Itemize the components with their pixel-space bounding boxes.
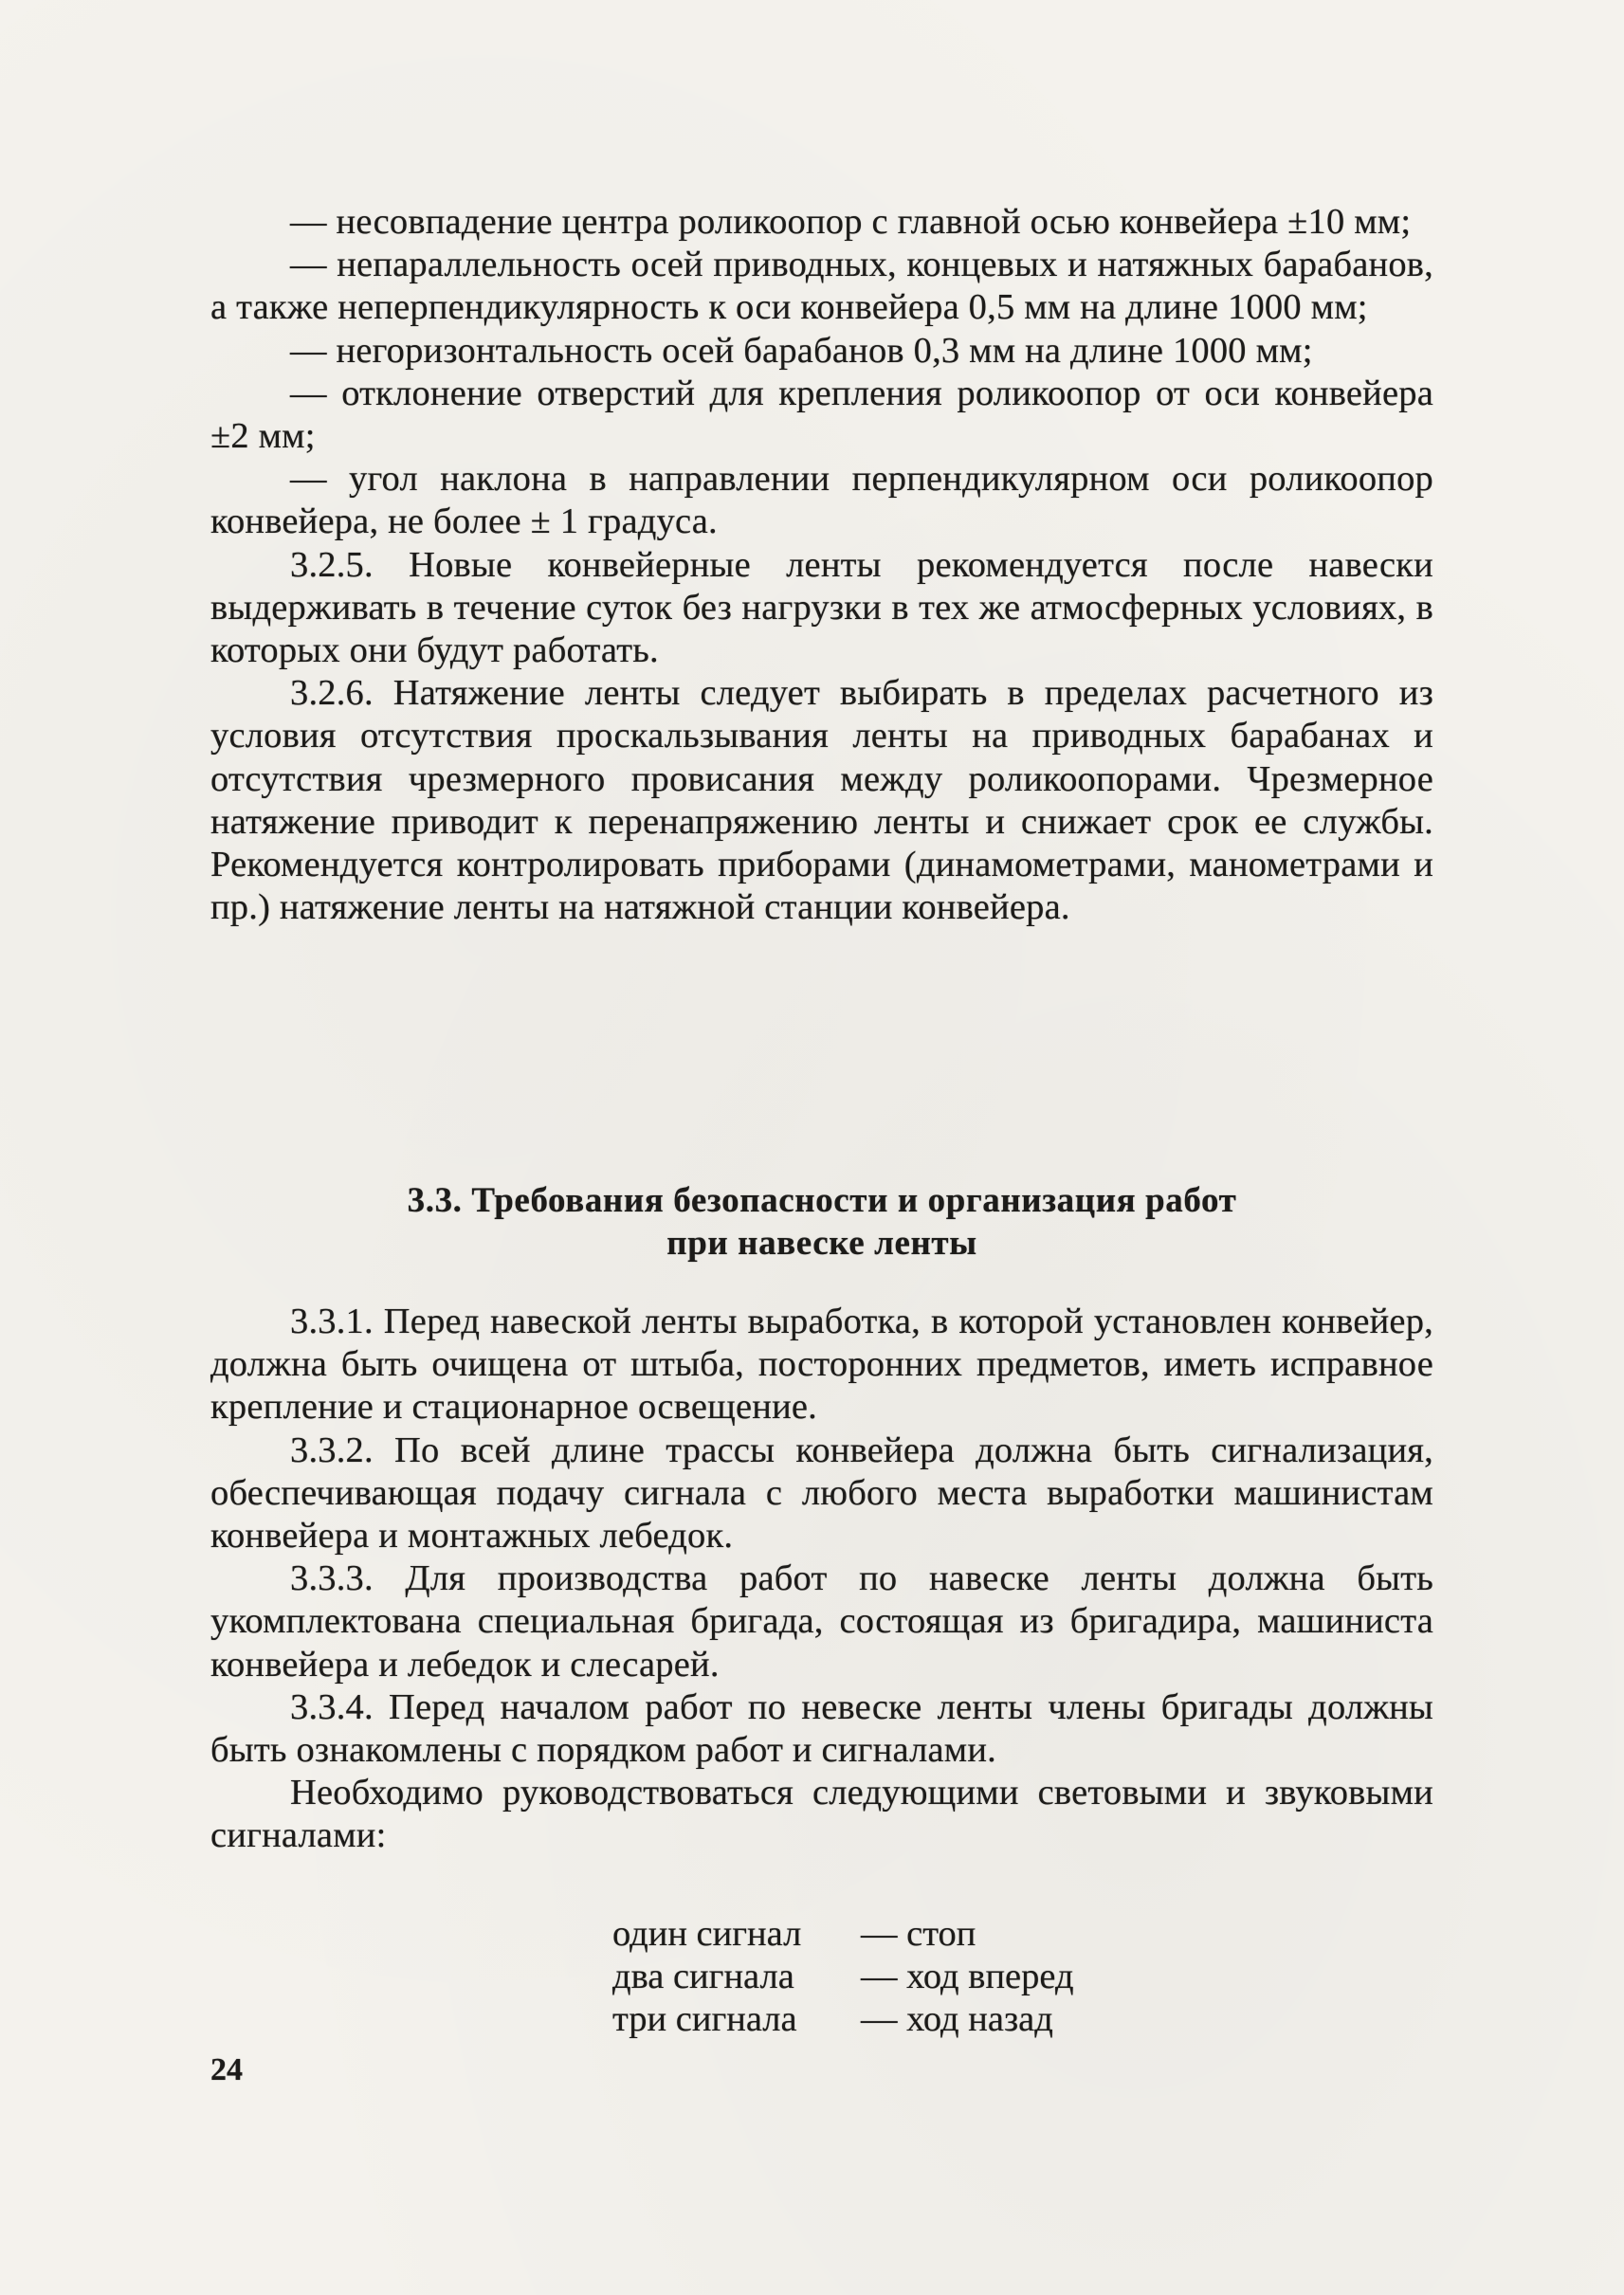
page-number: 24 <box>210 2052 243 2087</box>
section-heading-line-2: при навеске ленты <box>666 1224 977 1263</box>
paragraph-3-3-2: 3.3.2. По всей длине трассы конвейера должна быть сигнализация, обеспечивающая подачу сигнала с любого места выработки машинистам конвейера и монтажных лебедок. <box>210 1430 1433 1557</box>
section-heading-3-3 <box>210 1179 1433 1265</box>
paragraph-center-misalignment: — несовпадение центра роликоопор с главной осью конвейера ±10 мм; <box>290 202 1412 242</box>
bottom-text-block <box>210 1301 1433 1858</box>
signals-list <box>612 1913 1074 2041</box>
paragraph-tilt-angle: — угол наклона в направлении перпендикулярном оси роликоопор конвейера, не более ± 1 градуса. <box>210 459 1433 542</box>
paragraph-3-3-3: 3.3.3. Для производства работ по навеске ленты должна быть укомплектована специальная бригада, состоящая из бригадира, машиниста конвейера и лебедок и слесарей. <box>210 1558 1433 1685</box>
top-text-block <box>210 201 1433 929</box>
signal-count: три сигнала <box>612 1999 797 2039</box>
paragraph-3-3-1: 3.3.1. Перед навеской ленты выработка, в которой установлен конвейер, должна быть очищена от штыба, посторонних предметов, иметь исправное крепление и стационарное освещение. <box>210 1302 1433 1428</box>
signal-row <box>612 1956 1074 1998</box>
paragraph-signals-intro: Необходимо руководствоваться следующими световыми и звуковыми сигналами: <box>210 1773 1433 1856</box>
signal-meaning: — ход вперед <box>861 1957 1074 1996</box>
signal-row <box>612 1913 1074 1956</box>
paragraph-3-2-6: 3.2.6. Натяжение ленты следует выбирать в пределах расчетного из условия отсутствия проскальзывания ленты на приводных барабанах и отсутствия чрезмерного провисания между роликоопорами. Чрезмерное натяжение приводит к перенапряжению ленты и снижает срок ее службы. Рекомендуется контролировать приборами (динамометрами, манометрами и пр.) натяжение ленты на натяжной станции конвейера. <box>210 673 1433 928</box>
signal-count: один сигнал <box>612 1914 802 1954</box>
paragraph-3-2-5: 3.2.5. Новые конвейерные ленты рекомендуется после навески выдерживать в течение суток без нагрузки в тех же атмосферных условиях, в которых они будут работать. <box>210 544 1433 671</box>
paragraph-3-3-4: 3.3.4. Перед началом работ по невеске ленты члены бригады должны быть ознакомлены с порядком работ и сигналами. <box>210 1686 1433 1771</box>
paragraph-drum-parallelism: — непараллельность осей приводных, концевых и натяжных барабанов, а также неперпендикулярность к оси конвейера 0,5 мм на длине 1000 мм; <box>210 245 1433 328</box>
signal-count: два сигнала <box>612 1957 794 1996</box>
signal-row <box>612 1998 1074 2041</box>
section-heading-line-1: 3.3. Требования безопасности и организация работ <box>407 1181 1237 1220</box>
paragraph-drum-horizontality: — негоризонтальность осей барабанов 0,3 мм на длине 1000 мм; <box>290 330 1313 371</box>
paragraph-hole-deviation: — отклонение отверстий для крепления роликоопор от оси конвейера ±2 мм; <box>210 373 1433 457</box>
signal-meaning: — ход назад <box>861 1999 1053 2039</box>
signal-meaning: — стоп <box>861 1914 976 1954</box>
